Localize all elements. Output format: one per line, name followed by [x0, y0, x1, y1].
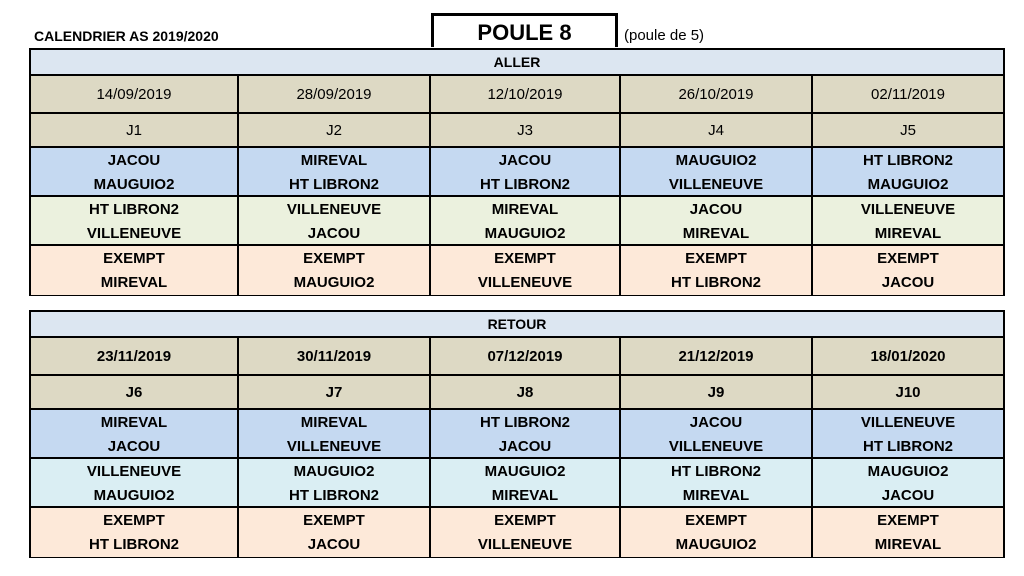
match-cell [621, 459, 813, 508]
match-cell [813, 459, 1003, 508]
team-away: JACOU [107, 438, 161, 455]
aller-grid [31, 76, 1003, 246]
exempt-team: VILLENEUVE [477, 536, 573, 553]
exempt-label: EXEMPT [877, 250, 939, 267]
team-away: HT LIBRON2 [289, 176, 379, 193]
team-home: JACOU [689, 414, 743, 431]
match-cell [31, 410, 239, 459]
date-cell: 07/12/2019 [431, 338, 621, 376]
exempt-cell [31, 246, 239, 295]
exempt-team: JACOU [307, 536, 361, 553]
team-home: VILLENEUVE [86, 463, 182, 480]
exempt-team: VILLENEUVE [477, 274, 573, 291]
match-cell [31, 459, 239, 508]
exempt-team: HT LIBRON2 [671, 274, 761, 291]
team-away: MAUGUIO2 [867, 176, 949, 193]
team-away: JACOU [498, 438, 552, 455]
date-cell: 14/09/2019 [31, 76, 239, 114]
match-cell [31, 148, 239, 197]
exempt-cell [239, 246, 431, 295]
team-home: VILLENEUVE [860, 201, 956, 218]
poule-note: (poule de 5) [624, 27, 705, 44]
round-cell: J8 [431, 376, 621, 410]
exempt-cell [431, 246, 621, 295]
date-cell: 18/01/2020 [813, 338, 1003, 376]
match-cell [239, 148, 431, 197]
round-cell: J4 [621, 114, 813, 148]
exempt-team: MAUGUIO2 [675, 536, 757, 553]
match-cell [431, 459, 621, 508]
round-cell: J2 [239, 114, 431, 148]
team-away: MIREVAL [491, 487, 559, 504]
team-home: MIREVAL [100, 414, 168, 431]
team-away: HT LIBRON2 [289, 487, 379, 504]
exempt-label: EXEMPT [303, 250, 365, 267]
exempt-team: MIREVAL [100, 274, 168, 291]
match-cell [813, 148, 1003, 197]
team-away: MAUGUIO2 [93, 176, 175, 193]
match-cell [431, 197, 621, 246]
match-cell [31, 197, 239, 246]
exempt-label: EXEMPT [877, 512, 939, 529]
exempt-cell [813, 246, 1003, 295]
team-away: JACOU [881, 487, 935, 504]
calendar-title: CALENDRIER AS 2019/2020 [34, 28, 219, 44]
team-away: MIREVAL [682, 225, 750, 242]
team-home: MAUGUIO2 [484, 463, 566, 480]
round-cell: J10 [813, 376, 1003, 410]
team-home: MAUGUIO2 [293, 463, 375, 480]
team-home: HT LIBRON2 [89, 201, 179, 218]
match-cell [621, 197, 813, 246]
retour-table [29, 310, 1005, 558]
match-cell [813, 197, 1003, 246]
team-away: MIREVAL [874, 225, 942, 242]
exempt-cell [813, 508, 1003, 557]
team-away: MIREVAL [682, 487, 750, 504]
exempt-team: JACOU [881, 274, 935, 291]
team-home: JACOU [498, 152, 552, 169]
team-home: VILLENEUVE [860, 414, 956, 431]
exempt-cell [31, 508, 239, 557]
retour-exempt-row [31, 508, 1003, 557]
match-cell [621, 148, 813, 197]
exempt-team: MAUGUIO2 [293, 274, 375, 291]
team-home: MAUGUIO2 [867, 463, 949, 480]
team-home: JACOU [107, 152, 161, 169]
exempt-label: EXEMPT [303, 512, 365, 529]
team-home: MAUGUIO2 [675, 152, 757, 169]
exempt-cell [621, 508, 813, 557]
exempt-label: EXEMPT [103, 250, 165, 267]
round-cell: J3 [431, 114, 621, 148]
retour-grid [31, 338, 1003, 508]
round-cell: J9 [621, 376, 813, 410]
exempt-cell [239, 508, 431, 557]
date-cell: 30/11/2019 [239, 338, 431, 376]
match-cell [621, 410, 813, 459]
team-away: MAUGUIO2 [93, 487, 175, 504]
retour-label: RETOUR [31, 312, 1003, 338]
date-cell: 02/11/2019 [813, 76, 1003, 114]
match-cell [813, 410, 1003, 459]
round-cell: J6 [31, 376, 239, 410]
team-home: MIREVAL [491, 201, 559, 218]
team-away: JACOU [307, 225, 361, 242]
team-away: MAUGUIO2 [484, 225, 566, 242]
team-home: MIREVAL [300, 152, 368, 169]
exempt-cell [621, 246, 813, 295]
team-home: HT LIBRON2 [863, 152, 953, 169]
team-home: JACOU [689, 201, 743, 218]
match-cell [239, 459, 431, 508]
exempt-label: EXEMPT [494, 512, 556, 529]
round-cell: J1 [31, 114, 239, 148]
poule-title: POULE 8 [431, 13, 618, 47]
date-cell: 26/10/2019 [621, 76, 813, 114]
exempt-label: EXEMPT [685, 512, 747, 529]
match-cell [431, 410, 621, 459]
team-away: VILLENEUVE [286, 438, 382, 455]
match-cell [431, 148, 621, 197]
match-cell [239, 197, 431, 246]
date-cell: 23/11/2019 [31, 338, 239, 376]
aller-exempt-row [31, 246, 1003, 295]
exempt-label: EXEMPT [103, 512, 165, 529]
date-cell: 21/12/2019 [621, 338, 813, 376]
team-away: VILLENEUVE [668, 438, 764, 455]
team-home: MIREVAL [300, 414, 368, 431]
match-cell [239, 410, 431, 459]
team-home: VILLENEUVE [286, 201, 382, 218]
exempt-team: MIREVAL [874, 536, 942, 553]
exempt-label: EXEMPT [685, 250, 747, 267]
date-cell: 12/10/2019 [431, 76, 621, 114]
team-away: VILLENEUVE [668, 176, 764, 193]
team-home: HT LIBRON2 [671, 463, 761, 480]
round-cell: J5 [813, 114, 1003, 148]
team-away: HT LIBRON2 [863, 438, 953, 455]
team-away: VILLENEUVE [86, 225, 182, 242]
date-cell: 28/09/2019 [239, 76, 431, 114]
aller-table [29, 48, 1005, 296]
exempt-team: HT LIBRON2 [89, 536, 179, 553]
team-home: HT LIBRON2 [480, 414, 570, 431]
team-away: HT LIBRON2 [480, 176, 570, 193]
aller-label: ALLER [31, 50, 1003, 76]
round-cell: J7 [239, 376, 431, 410]
exempt-label: EXEMPT [494, 250, 556, 267]
exempt-cell [431, 508, 621, 557]
